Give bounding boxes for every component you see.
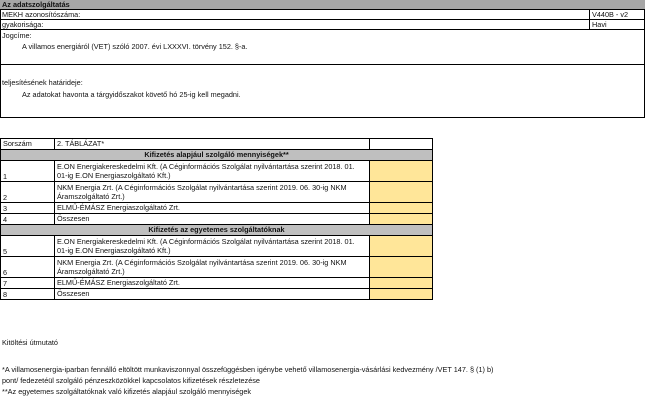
- mekh-id-row: [0, 10, 645, 20]
- table-header-row: [1, 139, 433, 150]
- legal-basis-text: A villamos energiáról (VET) szóló 2007. évi LXXXVI. törvény 152. §-a.: [22, 42, 248, 51]
- input-cell[interactable]: [370, 161, 433, 182]
- footnote-1: *A villamosenergia-iparban fennálló eltöltött munkaviszonnyal összefüggésben igénybe vehető villamosenergia-vásárlási kedvezmény /VET 147. § (1) b): [2, 365, 494, 374]
- row-number: 3: [1, 203, 55, 214]
- table-row: [1, 289, 433, 300]
- row-label: E.ON Energiakereskedelmi Kft. (A Céginformációs Szolgálat nyilvántartása szerint 2018. 01. 01-ig E.ON Energiaszolgáltató Kft.): [55, 161, 370, 182]
- row-label: E.ON Energiakereskedelmi Kft. (A Céginformációs Szolgálat nyilvántartása szerint 2018. 01. 01-ig E.ON Energiaszolgáltató Kft.): [55, 236, 370, 257]
- row-label: ELMŰ-ÉMÁSZ Energiaszolgáltató Zrt.: [55, 278, 370, 289]
- input-cell[interactable]: [370, 257, 433, 278]
- row-number: 8: [1, 289, 55, 300]
- footnote-1-continued: pont/ fedezetéül szolgáló pénzeszközökkel kapcsolatos kifizetések részletezése: [2, 376, 260, 385]
- section-header-payments: [1, 225, 433, 236]
- frequency-label: gyakorisága:: [2, 20, 44, 29]
- section-header-quantities: [1, 150, 433, 161]
- table-row: [1, 257, 433, 278]
- input-cell[interactable]: [370, 203, 433, 214]
- input-cell[interactable]: [370, 289, 433, 300]
- input-cell[interactable]: [370, 182, 433, 203]
- frequency-row: [0, 20, 645, 30]
- legal-basis-label: Jogcíme:: [2, 31, 32, 40]
- row-number: 5: [1, 236, 55, 257]
- table-row: [1, 236, 433, 257]
- frequency-value[interactable]: Havi: [589, 20, 645, 29]
- row-label: NKM Energia Zrt. (A Céginformációs Szolgálat nyilvántartása szerint 2019. 06. 30-ig NKM Áramszolgáltató Zrt.): [55, 257, 370, 278]
- input-cell[interactable]: [370, 278, 433, 289]
- deadline-label: teljesítésének határideje:: [2, 78, 83, 87]
- divider: [0, 64, 645, 65]
- mekh-id-value[interactable]: V440B - v2: [589, 10, 645, 19]
- section-title: Kifizetés az egyetemes szolgáltatóknak: [1, 225, 433, 236]
- row-label: Összesen: [55, 289, 370, 300]
- mekh-id-label: MEKH azonosítószáma:: [2, 10, 81, 19]
- row-number: 1: [1, 161, 55, 182]
- table-row: [1, 182, 433, 203]
- input-cell[interactable]: [370, 236, 433, 257]
- payment-table: [0, 138, 433, 300]
- section-title: Kifizetés alapjául szolgáló mennyiségek**: [1, 150, 433, 161]
- deadline-text: Az adatokat havonta a tárgyidőszakot követő hó 25-ig kell megadni.: [22, 90, 241, 99]
- table-title: 2. TÁBLÁZAT*: [55, 139, 370, 150]
- input-cell[interactable]: [370, 214, 433, 225]
- table-row: [1, 214, 433, 225]
- fill-guide-title: Kitöltési útmutató: [2, 338, 58, 347]
- row-label: NKM Energia Zrt. (A Céginformációs Szolgálat nyilvántartása szerint 2019. 06. 30-ig NKM Áramszolgáltató Zrt.): [55, 182, 370, 203]
- footnote-2: **Az egyetemes szolgáltatóknak való kifizetés alapjául szolgáló mennyiségek: [2, 387, 252, 396]
- header-empty-cell: [370, 139, 433, 150]
- table-row: [1, 161, 433, 182]
- table-row: [1, 278, 433, 289]
- row-label: ELMŰ-ÉMÁSZ Energiaszolgáltató Zrt.: [55, 203, 370, 214]
- table-row: [1, 203, 433, 214]
- row-number: 7: [1, 278, 55, 289]
- section-header: Az adatszolgáltatás: [0, 0, 645, 10]
- row-label: Összesen: [55, 214, 370, 225]
- col-sorszam: Sorszám: [1, 139, 55, 150]
- row-number: 2: [1, 182, 55, 203]
- row-number: 4: [1, 214, 55, 225]
- row-number: 6: [1, 257, 55, 278]
